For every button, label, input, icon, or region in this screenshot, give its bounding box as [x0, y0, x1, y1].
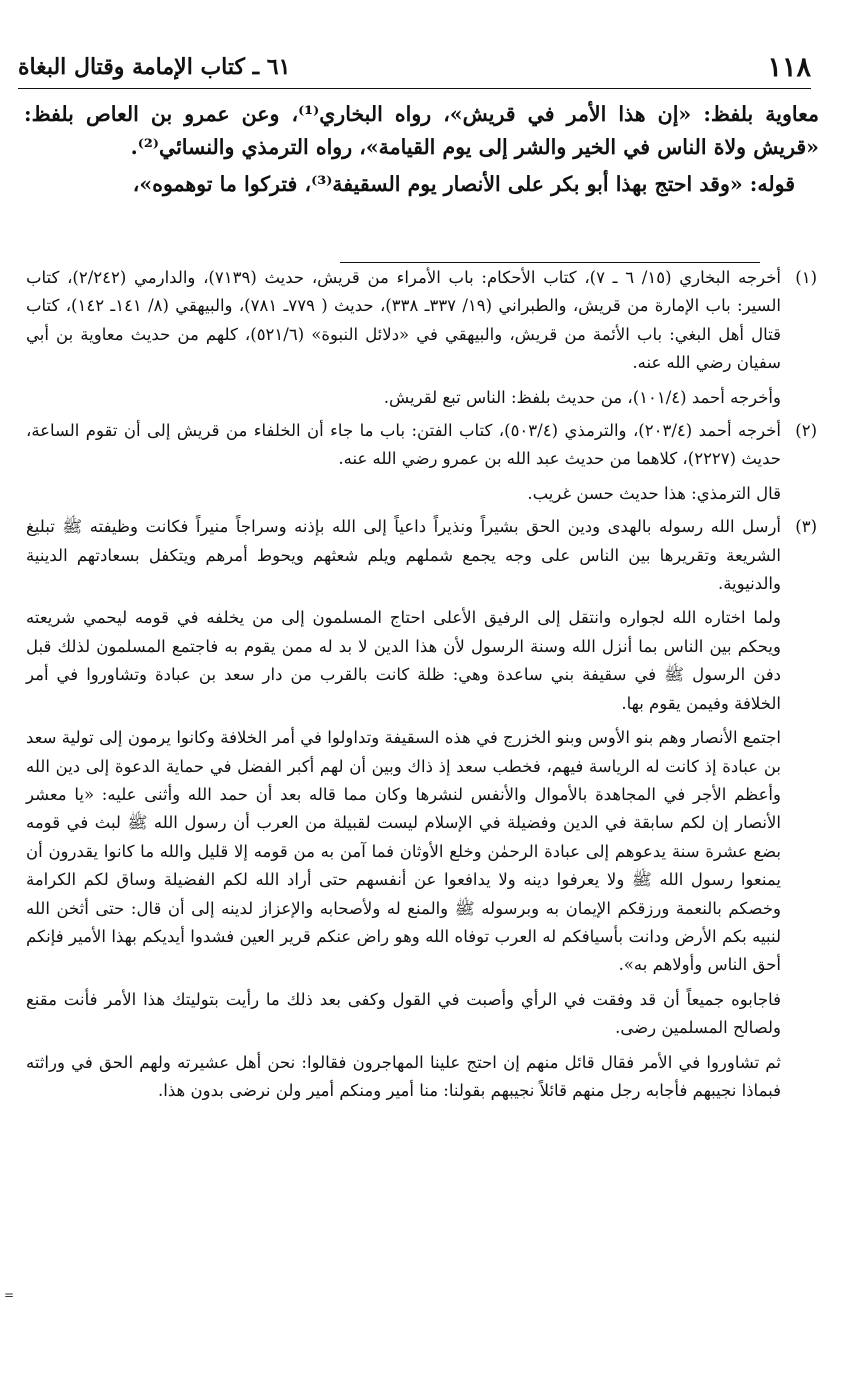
footnote-3	[26, 513, 817, 1105]
main-text	[24, 98, 819, 201]
main-paragraph-1: معاوية بلفظ: «إن هذا الأمر في قريش»، رواه البخاري⁽¹⁾، وعن عمرو بن العاص بلفظ: «قريش ولاة الناس في الخير والشر إلى يوم القيامة»، رواه الترمذي والنسائي⁽²⁾.	[24, 102, 819, 159]
footnote-1	[26, 264, 817, 412]
footnote-text: أخرجه البخاري (١٥/ ٦ ـ ٧)، كتاب الأحكام: باب الأمراء من قريش، حديث (٧١٣٩)، والدارمي (٢/٢٤٢)، كتاب السير: باب الإمارة من قريش، والطبراني (١٩/ ٣٣٧ـ ٣٣٨)، حديث ( ٧٧٩ـ ٧٨١)، والبيهقي (٨/ ١٤١ـ ١٤٢)، كتاب قتال أهل البغي: باب الأئمة من قريش، والبيهقي في «دلائل النبوة» (٥٢١/٦)، كلهم من حديث معاوية بن أبي سفيان رضي الله عنه.	[26, 268, 782, 373]
footnotes	[26, 264, 817, 1110]
main-paragraph-2: قوله: «وقد احتج بهذا أبو بكر على الأنصار يوم السقيفة⁽³⁾، فتركوا ما توهموه»،	[132, 172, 795, 196]
running-title: ٦١ ـ كتاب الإمامة وقتال البغاة	[18, 54, 291, 80]
footnote-text: أخرجه أحمد (٢٠٣/٤)، والترمذي (٥٠٣/٤)، كتاب الفتن: باب ما جاء أن الخلفاء من قريش إلى أن تقوم الساعة، حديث (٢٢٢٧)، كلاهما من حديث عبد الله بن عمرو رضي الله عنه.	[26, 421, 781, 469]
footnote-text: أرسل الله رسوله بالهدى ودين الحق بشيراً ونذيراً داعياً إلى الله بإذنه وسراجاً منيراً فكانت وظيفته ﷺ تبليغ الشريعة وتقريرها بين الناس على وجه يجمع شملهم ويلم شعثهم ويحوط أمرهم ويتكفل بسعادتهم الدينية والدنيوية.	[26, 517, 781, 594]
footnote-text: وأخرجه أحمد (١٠١/٤)، من حديث بلفظ: الناس تبع لقريش.	[383, 387, 781, 407]
margin-mark: =	[4, 1288, 15, 1302]
footnote-text: فاجابوه جميعاً أن قد وفقت في الرأي وأصبت في القول وكفى بعد ذلك ما رأيت بتوليتك هذا الأمر فأنت مقنع ولصالح المسلمين رضى.	[26, 989, 781, 1038]
footnote-number: (٢)	[795, 421, 817, 441]
footnote-number: (١)	[795, 268, 817, 287]
footnote-text: ولما اختاره الله لجواره وانتقل إلى الرفيق الأعلى احتاج المسلمون إلى من يخلفه في قومه ليحمي شريعته ويحكم بين الناس بما أنزل الله وسنة الرسول لأن هذا الدين لا بد له ممن يقوم به فاجتمع المسلمون لذلك قبل دفن الرسول ﷺ في سقيفة بني ساعدة وهي: ظلة كانت بالقرب من دار سعد بن عبادة وتشاوروا في أمر الخلافة وفيمن يقوم بها.	[26, 608, 781, 713]
footnote-number: (٣)	[795, 517, 817, 537]
page-number: ١١٨	[767, 52, 811, 83]
footnote-text: اجتمع الأنصار وهم بنو الأوس وبنو الخزرج في هذه السقيفة وتداولوا في أمر الخلافة وكانوا يرمون إلى تولية سعد بن عبادة إذ كانت له الرياسة فيهم، فخطب سعد إذ ذاك وبين أن لهم أكبر الفضل في حماية الدعوة إلى دين الله وأعظم الأجر في المجاهدة بالأموال والأنفس لنشرها وكان مما قاله بعد أن حمد الله وأثنى عليه: «يا معشر الأنصار إن لكم سابقة في الدين وفضيلة في الإسلام ليست لقبيلة من العرب أن رسول الله ﷺ لبث في قومه بضع عشرة سنة يدعوهم إلى عبادة الرحمٰن وخلع الأوثان فما آمن به من قومه إلا قليل والله ما كانوا يقدرون أن يمنعوا رسول الله ﷺ ولا يعرفوا دينه ولا يدافعوا عن أنفسهم حتى أراد الله لكم الفضيلة وساق لكم الكرامة وخصكم بالنعمة ورزقكم الإيمان به وبرسوله ﷺ والمنع له ولأصحابه والإعزاز لدينه إلى أن قال: حتى أثخن الله لنبيه بكم الأرض ودانت بأسيافكم له العرب توفاه الله وهو راض عنكم قرير العين فشدوا أيديكم بهذا الأمير فإنكم أحق الناس وأولاهم به».	[26, 728, 781, 975]
footnote-text: قال الترمذي: هذا حديث حسن غريب.	[527, 483, 781, 503]
footnote-separator	[340, 262, 760, 263]
running-header	[18, 48, 811, 89]
footnote-text: ثم تشاوروا في الأمر فقال قائل منهم إن احتج علينا المهاجرون فقالوا: نحن أهل عشيرته ولهم الحق في وراثته فبماذا نجيبهم فأجابه رجل منهم قائلاً نجيبهم بقولنا: منا أمير ومنكم أمير ولن نرضى بدون هذا.	[26, 1052, 781, 1100]
footnote-2	[26, 417, 817, 508]
